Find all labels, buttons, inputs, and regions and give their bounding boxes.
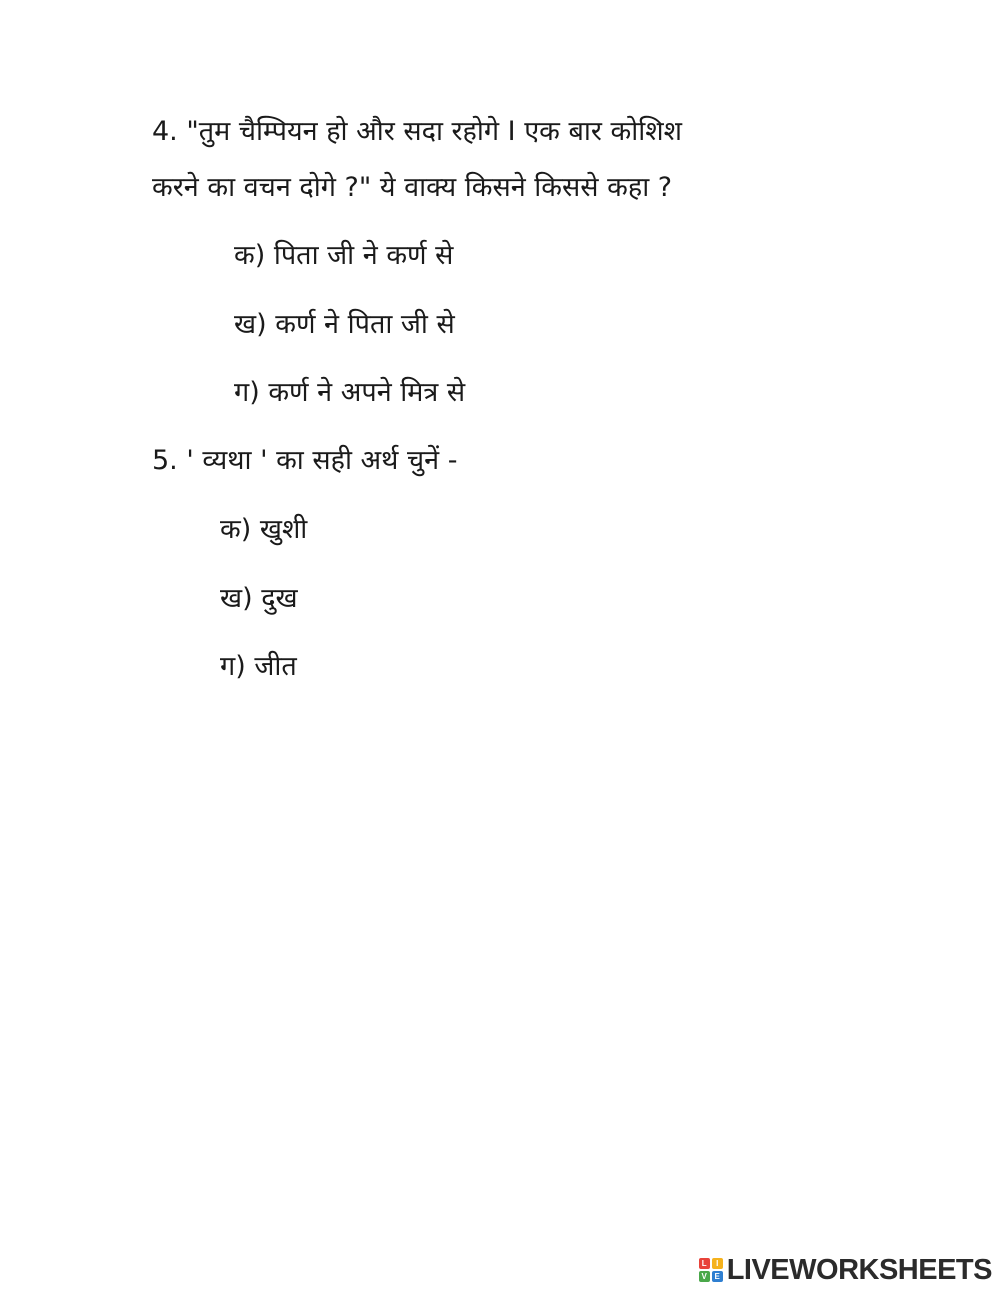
logo-tile-l: L <box>699 1258 710 1269</box>
liveworksheets-logo-icon <box>699 1258 723 1282</box>
question-4-option-kha: ख) कर्ण ने पिता जी से <box>234 309 455 340</box>
logo-tile-i: I <box>712 1258 723 1269</box>
question-4-line-1: 4. "तुम चैम्पियन हो और सदा रहोगे I एक बार कोशिश <box>152 116 682 147</box>
question-4-option-ga: ग) कर्ण ने अपने मित्र से <box>234 377 466 408</box>
question-4-line-2: करने का वचन दोगे ?" ये वाक्य किसने किससे कहा ? <box>152 172 673 203</box>
question-5-option-kha: ख) दुख <box>220 583 298 614</box>
logo-tile-e: E <box>712 1271 723 1282</box>
liveworksheets-logo <box>699 1255 992 1285</box>
question-5-option-ka: क) खुशी <box>220 514 308 545</box>
question-5-text: 5. ' व्यथा ' का सही अर्थ चुनें - <box>152 445 458 476</box>
question-4-option-ka: क) पिता जी ने कर्ण से <box>234 240 454 271</box>
brand-name: LIVEWORKSHEETS <box>726 1253 992 1286</box>
question-5-option-ga: ग) जीत <box>220 651 297 682</box>
logo-tile-v: V <box>699 1271 710 1282</box>
